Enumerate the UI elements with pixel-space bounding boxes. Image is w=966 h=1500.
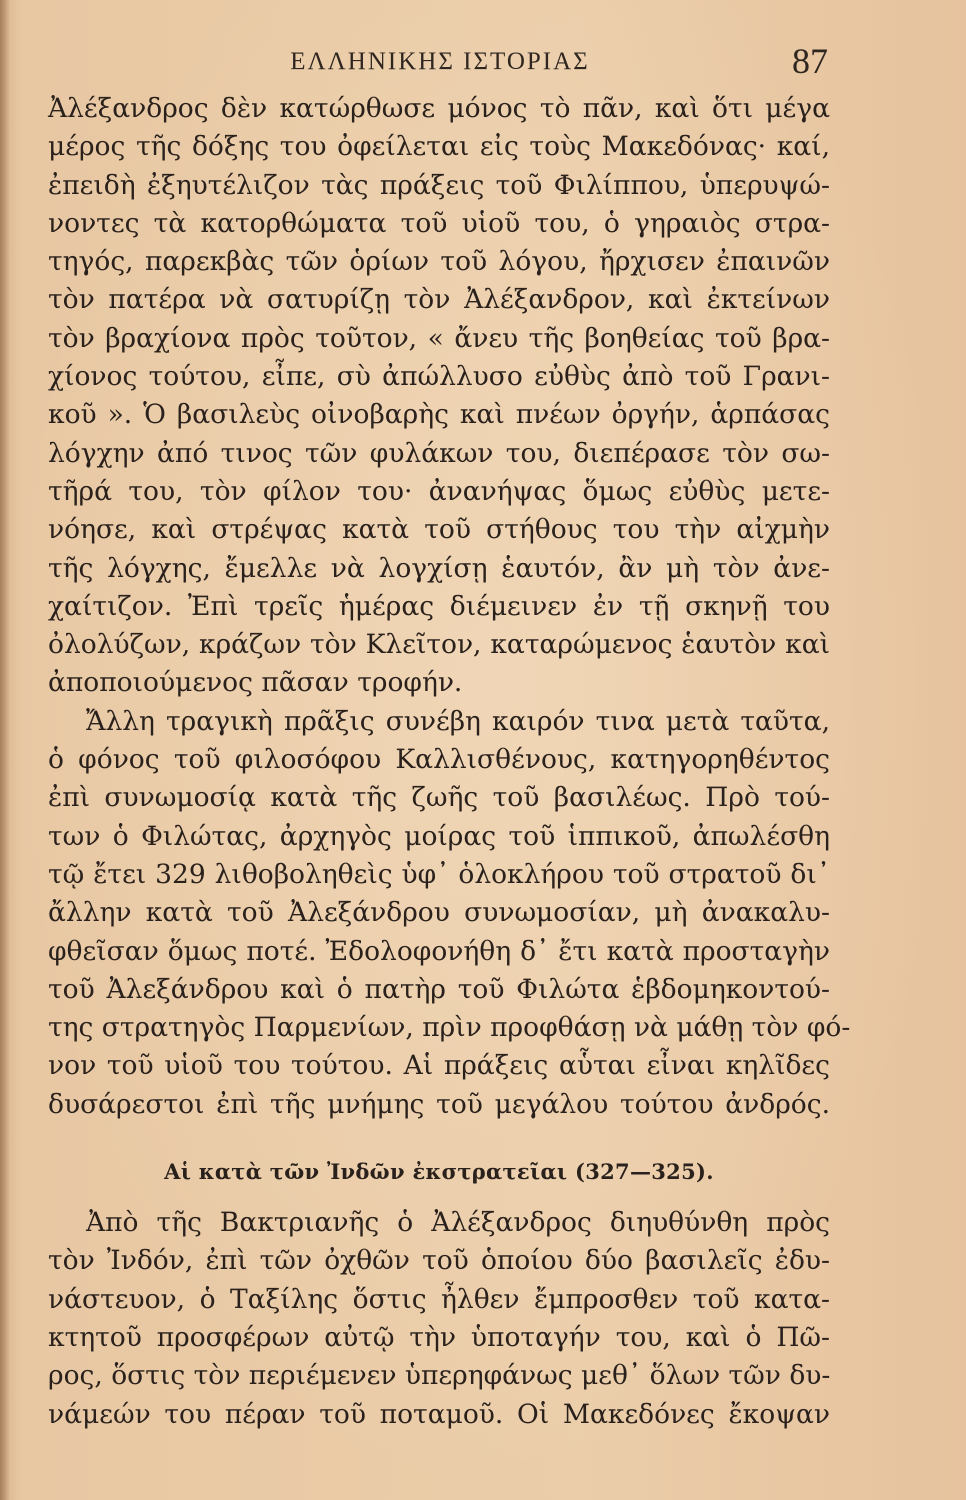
text-line: της στρατηγὸς Παρμενίων, πρὶν προφθάσῃ νὰ μάθῃ τὸν φό- xyxy=(48,1012,851,1044)
body-text xyxy=(48,90,851,1434)
text-line: μέρος τῆς δόξης του ὀφείλεται εἰς τοὺς Μακεδόνας· καί, xyxy=(48,131,830,163)
text-line: κοῦ ». Ὁ βασιλεὺς οἰνοβαρὴς καὶ πνέων ὀργήν, ἁρπάσας xyxy=(48,399,830,431)
text-line: χαίτιζον. Ἐπὶ τρεῖς ἡμέρας διέμεινεν ἐν τῇ σκηνῇ του xyxy=(48,590,830,622)
text-line: τῆς λόγχης, ἔμελλε νὰ λογχίσῃ ἑαυτόν, ἂν μὴ τὸν ἀνε- xyxy=(48,552,830,584)
text-line: τὸν πατέρα νὰ σατυρίζῃ τὸν Ἀλέξανδρον, καὶ ἐκτείνων xyxy=(48,284,830,316)
text-line: κτητοῦ προσφέρων αὐτῷ τὴν ὑποταγήν του, καὶ ὁ Πῶ- xyxy=(48,1321,830,1353)
text-line: τῆρά του, τὸν φίλον του· ἀνανήψας ὅμως εὐθὺς μετε- xyxy=(48,475,830,507)
text-line: ρος, ὅστις τὸν περιέμενεν ὑπερηφάνως μεθ᾽ ὅλων τῶν δυ- xyxy=(48,1360,831,1392)
page-number: 87 xyxy=(792,41,828,81)
text-line: ἐπὶ συνωμοσίᾳ κατὰ τῆς ζωῆς τοῦ βασιλέως. Πρὸ τού- xyxy=(48,782,830,814)
section-heading: Αἱ κατὰ τῶν Ἰνδῶν ἐκστρατεῖαι (327—325). xyxy=(164,1159,714,1185)
text-line: νάστευον, ὁ Ταξίλης ὅστις ἦλθεν ἔμπροσθεν τοῦ κατα- xyxy=(48,1283,830,1315)
text-line: νάμεών του πέραν τοῦ ποταμοῦ. Οἱ Μακεδόνες ἔκοψαν xyxy=(48,1398,830,1430)
text-line: νοντες τὰ κατορθώματα τοῦ υἱοῦ του, ὁ γηραιὸς στρα- xyxy=(48,207,830,239)
text-line: δυσάρεστοι ἐπὶ τῆς μνήμης τοῦ μεγάλου τούτου ἀνδρός. xyxy=(48,1088,830,1120)
text-line: των ὁ Φιλώτας, ἀρχηγὸς μοίρας τοῦ ἱππικοῦ, ἀπωλέσθη xyxy=(48,820,830,852)
text-line: τῷ ἔτει 329 λιθοβοληθεὶς ὑφ᾽ ὁλοκλήρου τοῦ στρατοῦ δι᾽ xyxy=(48,858,830,890)
text-line: τοῦ Ἀλεξάνδρου καὶ ὁ πατὴρ τοῦ Φιλώτα ἑβδομηκοντού- xyxy=(48,973,830,1005)
text-line: Ἀλέξανδρος δὲν κατώρθωσε μόνος τὸ πᾶν, καὶ ὅτι μέγα xyxy=(48,93,830,124)
text-line: ἄλλην κατὰ τοῦ Ἀλεξάνδρου συνωμοσίαν, μὴ ἀνακαλυ- xyxy=(48,897,830,929)
text-line: χίονος τούτου, εἶπε, σὺ ἀπώλλυσο εὐθὺς ἀπὸ τοῦ Γρανι- xyxy=(48,361,830,393)
page-gutter-shadow xyxy=(0,0,10,1500)
text-line: Ἀπὸ τῆς Βακτριανῆς ὁ Ἀλέξανδρος διηυθύνθη πρὸς xyxy=(86,1207,830,1239)
text-line: λόγχην ἀπό τινος τῶν φυλάκων του, διεπέρασε τὸν σω- xyxy=(48,437,830,469)
page-header xyxy=(50,40,830,90)
running-head: ΕΛΛΗΝΙΚΗΣ ΙΣΤΟΡΙΑΣ xyxy=(290,48,590,75)
text-line: τηγός, παρεκβὰς τῶν ὁρίων τοῦ λόγου, ἤρχισεν ἐπαινῶν xyxy=(48,246,830,278)
text-line: τὸν βραχίονα πρὸς τοῦτον, « ἄνευ τῆς βοηθείας τοῦ βρα- xyxy=(48,322,830,354)
text-line: φθεῖσαν ὅμως ποτέ. Ἐδολοφονήθη δ᾽ ἔτι κατὰ προσταγὴν xyxy=(48,935,830,967)
text-line: νον τοῦ υἱοῦ του τούτου. Αἱ πράξεις αὗται εἶναι κηλῖδες xyxy=(48,1050,830,1082)
text-line: τὸν Ἰνδόν, ἐπὶ τῶν ὀχθῶν τοῦ ὁποίου δύο βασιλεῖς ἐδυ- xyxy=(48,1245,830,1277)
text-line: νόησε, καὶ στρέψας κατὰ τοῦ στήθους του τὴν αἰχμὴν xyxy=(48,514,830,546)
text-line: Ἄλλη τραγικὴ πρᾶξις συνέβη καιρόν τινα μετὰ ταῦτα, xyxy=(86,705,830,737)
text-line: ὀλολύζων, κράζων τὸν Κλεῖτον, καταρώμενος ἑαυτὸν καὶ xyxy=(48,629,830,661)
text-line: ἀποποιούμενος πᾶσαν τροφήν. xyxy=(48,667,463,699)
text-line: ὁ φόνος τοῦ φιλοσόφου Καλλισθένους, κατηγορηθέντος xyxy=(48,744,830,776)
text-line: ἐπειδὴ ἐξηυτέλιζον τὰς πράξεις τοῦ Φιλίππου, ὑπερυψώ- xyxy=(48,169,830,201)
